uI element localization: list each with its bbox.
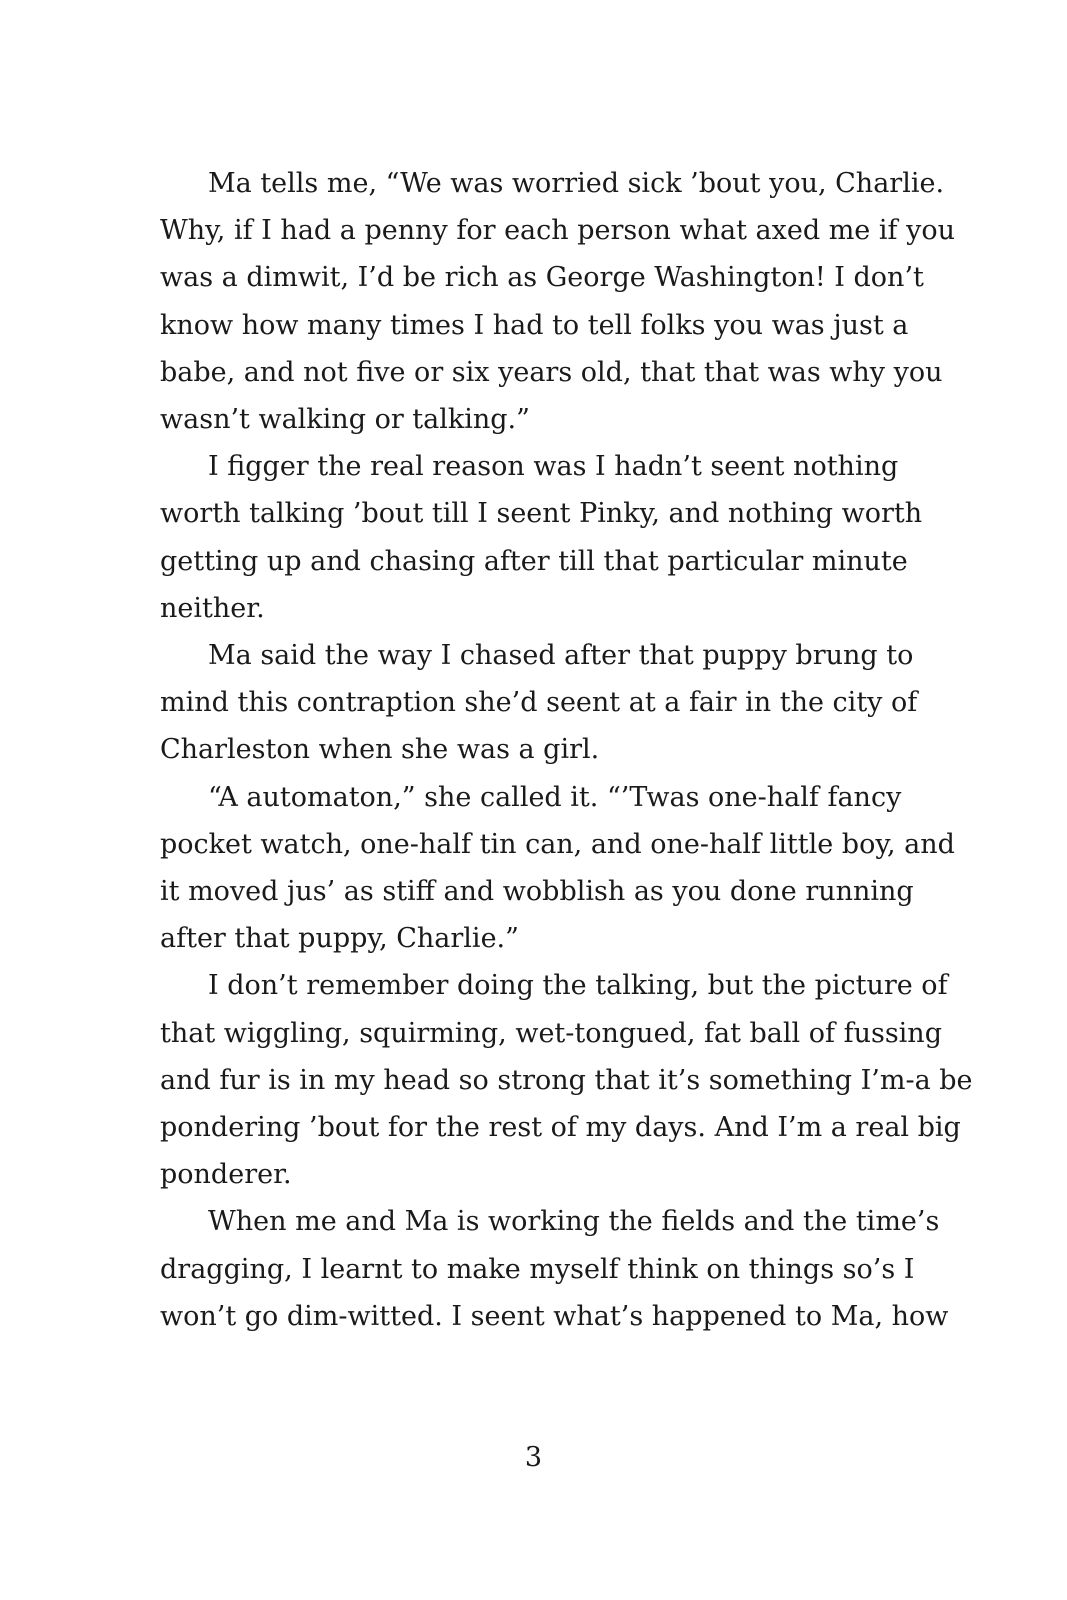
text-line: Ma tells me, “We was worried sick ’bout you, Charlie. (208, 168, 945, 199)
paragraph (160, 443, 923, 632)
text-line: pocket watch, one-half tin can, and one-half little boy, and (160, 828, 955, 860)
text-line: When me and Ma is working the fields and the time’s (208, 1206, 940, 1238)
text-line: know how many times I had to tell folks you was just a (160, 309, 909, 341)
text-line: “A automaton,” she called it. “’Twas one-half fancy (208, 781, 902, 813)
text-line: babe, and not five or six years old, that that was why you (160, 356, 943, 388)
text-line: won’t go dim-witted. I seent what’s happened to Ma, how (160, 1300, 949, 1332)
text-line: I figger the real reason was I hadn’t seent nothing (208, 451, 899, 483)
paragraph (160, 962, 973, 1198)
text-line: worth talking ’bout till I seent Pinky, and nothing worth (160, 498, 923, 530)
text-line: Ma said the way I chased after that puppy brung to (208, 640, 914, 672)
text-line: wasn’t walking or talking.” (160, 404, 530, 436)
text-line: was a dimwit, I’d be rich as George Washington! I don’t (160, 262, 924, 294)
text-line: that wiggling, squirming, wet-tongued, fat ball of fussing (160, 1017, 942, 1049)
text-line: pondering ’bout for the rest of my days. And I’m a real big (160, 1112, 961, 1144)
paragraph (160, 1198, 949, 1340)
paragraph (160, 160, 955, 443)
text-line: dragging, I learnt to make myself think on things so’s I (160, 1253, 915, 1285)
text-line: after that puppy, Charlie.” (160, 923, 519, 955)
text-line: getting up and chasing after till that particular minute (160, 545, 908, 577)
text-line: and fur is in my head so strong that it’s something I’m-a be (160, 1064, 973, 1096)
paragraph (160, 774, 955, 963)
text-line: mind this contraption she’d seent at a fair in the city of (160, 687, 918, 719)
paragraph (160, 632, 918, 774)
text-line: I don’t remember doing the talking, but the picture of (208, 970, 948, 1002)
text-line: it moved jus’ as stiff and wobblish as you done running (160, 876, 914, 908)
text-line: neither. (160, 592, 265, 624)
text-line: Charleston when she was a girl. (160, 734, 600, 766)
text-line: ponderer. (160, 1159, 292, 1191)
page-number: 3 (524, 1442, 543, 1473)
body-text (160, 160, 973, 1340)
text-line: Why, if I had a penny for each person what axed me if you (160, 215, 955, 247)
